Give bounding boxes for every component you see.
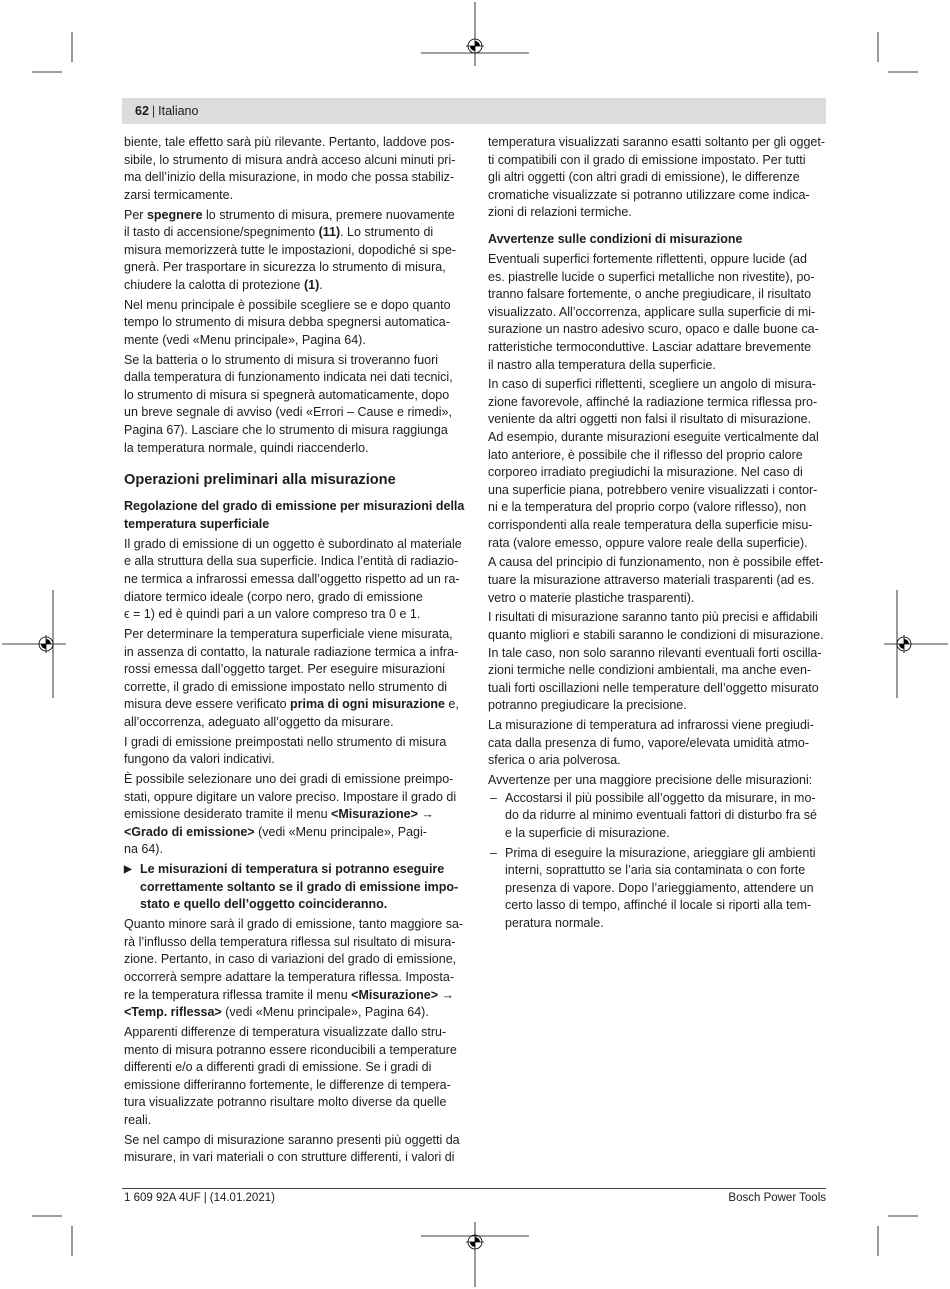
footer-rule [122, 1188, 826, 1189]
paragraph [488, 134, 828, 222]
block-text [124, 470, 464, 490]
text-line: stati, oppure digitare un valore preciso. Impostare il grado di [124, 789, 457, 804]
crop-mark-bottom-right [878, 1216, 918, 1256]
text-line: Regolazione del grado di emissione per misurazioni della [124, 499, 465, 514]
text-run: (vedi «Menu principale», Pagina 64). [221, 1005, 429, 1020]
list-item [488, 845, 828, 933]
block-text [124, 1132, 464, 1167]
text-line: mente (vedi «Menu principale», Pagina 64). [124, 332, 366, 347]
block-text [124, 771, 464, 859]
text-line: in assenza di contatto, la naturale radiazione termica a infra- [124, 644, 459, 659]
block-text [488, 772, 828, 790]
block-text [488, 231, 828, 249]
list-dash: – [490, 845, 497, 860]
bold-text: <Temp. riflessa> [124, 1005, 222, 1020]
text-line: vetro o materie plastiche trasparenti). [488, 590, 695, 605]
text-line: tuali forti oscillazioni nelle temperature dell’oggetto misurato [488, 680, 819, 695]
paragraph [124, 1132, 464, 1167]
warning-arrow-icon: ▶ [124, 864, 132, 876]
text-line: interni, soprattutto se l’aria sia contaminata o con forte [505, 863, 806, 878]
text-line: In tale caso, non solo saranno rilevanti eventuali forti oscilla- [488, 645, 822, 660]
block-text [505, 790, 817, 843]
text-line: fungono da valori indicativi. [124, 752, 275, 767]
registration-fill [41, 644, 46, 649]
block-text [488, 554, 828, 607]
text-line: rata (valore emesso, oppure valore reale della superficie). [488, 535, 808, 550]
text-line: tuare la misurazione attraverso materiali trasparenti (ad es. [488, 573, 815, 587]
text-line: La misurazione di temperatura ad infrarossi viene pregiudi- [488, 718, 814, 733]
text-line: stato e quello dell’oggetto coincideranno. [140, 897, 388, 912]
paragraph [124, 771, 464, 859]
text-run: chiudere la calotta di protezione [124, 277, 304, 292]
bold-text: prima di ogni misurazione [290, 697, 445, 712]
text-run: re la temperatura riflessa tramite il menu [124, 987, 352, 1002]
registration-fill [46, 639, 51, 644]
text-line: un breve segnale di avviso (vedi «Errori – Cause e rimedi», [124, 405, 452, 420]
paragraph [124, 916, 464, 1022]
registration-fill [475, 1237, 480, 1242]
registration-fill [470, 1242, 475, 1247]
text-line: corrispondenti alla reale temperatura della superficie misu- [488, 518, 813, 533]
text-line: zioni di relazioni termiche. [488, 205, 632, 220]
bold-text: <Misurazione> [331, 807, 418, 822]
text-run: Per [124, 207, 147, 222]
text-line: cromatiche visualizzate si potranno utilizzare come indica- [488, 187, 810, 202]
text-line: In caso di superfici riflettenti, scegliere un angolo di misura- [488, 377, 816, 392]
text-line [124, 207, 464, 225]
document-number: 1 609 92A 4UF [124, 1192, 201, 1204]
text-line: Se nel campo di misurazione saranno presenti più oggetti da [124, 1132, 460, 1147]
paragraph [124, 352, 464, 458]
crop-mark-bottom-left [32, 1216, 72, 1256]
footer-document-info [124, 1191, 275, 1206]
text-line: ti compatibili con il grado di emissione impostato. Per tutti [488, 152, 806, 167]
text-line: la temperatura normale, quindi riaccenderlo. [124, 440, 369, 455]
text-line: surazione un nastro adesivo scuro, opaco e dalle buone ca- [488, 322, 819, 337]
right-column [488, 134, 828, 933]
text-line: dalla temperatura di funzionamento indicata nei dati tecnici, [124, 370, 453, 385]
text-line: do da ridurre al minimo eventuali fattori di disturbo fra sé [505, 808, 817, 823]
subsection-heading [124, 498, 464, 533]
text-line [124, 277, 464, 295]
footer-separator: | [203, 1192, 207, 1204]
text-line: misura memorizzerà tutte le impostazioni, dopodiché si spe- [124, 242, 457, 257]
text-line: tura visualizzate potranno risultare molto diverse da quelle [124, 1095, 447, 1110]
registration-fill [904, 639, 909, 644]
text-line: una superficie piana, potrebbero venire visualizzati i contor- [488, 482, 818, 497]
registration-mark-right [884, 590, 948, 698]
text-run: emissione desiderato tramite il menu [124, 807, 332, 822]
text-run: → [417, 807, 434, 822]
text-line [124, 824, 464, 842]
text-line: correttamente soltanto se il grado di emissione impo- [140, 879, 459, 894]
text-line: I gradi di emissione preimpostati nello strumento di misura [124, 734, 447, 749]
text-line [124, 224, 464, 242]
text-line: occorrerà sempre adattare la temperatura riflessa. Imposta- [124, 970, 454, 984]
text-line: lato anteriore, è possibile che il riflesso del proprio calore [488, 447, 803, 462]
text-line: differenti e/o a differenti gradi di emissione. Se i gradi di [124, 1060, 432, 1075]
text-line: rossi emessa dall’oggetto target. Per eseguire misurazioni [124, 662, 445, 677]
text-line [124, 806, 464, 824]
text-line: Avvertenze per una maggiore precisione delle misurazioni: [488, 773, 813, 788]
text-line: potranno pregiudicare la precisione. [488, 698, 687, 713]
block-text [124, 1024, 464, 1130]
text-line: lo strumento di misura si spegnerà automaticamente, dopo [124, 387, 450, 402]
paragraph [124, 626, 464, 732]
block-text [488, 376, 828, 552]
text-run: il tasto di accensione/spegnimento [124, 225, 319, 240]
text-line: gnerà. Per trasportare in sicurezza lo strumento di misura, [124, 260, 446, 275]
document-date: (14.01.2021) [209, 1192, 275, 1204]
paragraph [488, 376, 828, 552]
text-line: Nel menu principale è possibile scegliere se e dopo quanto [124, 297, 451, 312]
text-line: sferica o aria polverosa. [488, 753, 621, 768]
block-text [124, 734, 464, 769]
warning-note [124, 861, 464, 914]
text-line: Se la batteria o lo strumento di misura si troveranno fuori [124, 352, 439, 367]
block-text [124, 134, 464, 204]
paragraph [488, 554, 828, 607]
paragraph [124, 1024, 464, 1130]
text-line: Quanto minore sarà il grado di emissione, tanto maggiore sa- [124, 917, 464, 932]
text-line: biente, tale effetto sarà più rilevante. Pertanto, laddove pos- [124, 135, 455, 149]
text-line [124, 1004, 464, 1022]
text-line: sibile, lo strumento di misura andrà acceso alcuni minuti pri- [124, 152, 456, 167]
text-line: Operazioni preliminari alla misurazione [124, 472, 396, 489]
text-line: all’occorrenza, adeguato all’oggetto da misurare. [124, 714, 394, 729]
block-text [488, 717, 828, 770]
text-line: I risultati di misurazione saranno tanto più precisi e affidabili [488, 610, 818, 625]
bold-text: (11) [318, 225, 341, 240]
text-line: ni e la temperatura del proprio corpo (valore riflesso), non [488, 500, 807, 515]
text-line: zioni termiche nelle condizioni ambientali, ma anche even- [488, 663, 812, 678]
text-line: diatore termico ideale (corpo nero, grado di emissione [124, 589, 423, 604]
registration-mark-left [2, 590, 66, 698]
block-text [124, 916, 464, 1022]
text-line: Avvertenze sulle condizioni di misurazione [488, 232, 743, 247]
paragraph [488, 609, 828, 715]
text-run: misura deve essere verificato [124, 697, 291, 712]
text-line: reali. [124, 1112, 152, 1127]
text-line: presenza di vapore. Dopo l’arieggiamento, attendere un [505, 880, 814, 895]
text-line: e la superficie di misurazione. [505, 825, 670, 840]
text-line [124, 987, 464, 1005]
text-line: corporeo irradiato pregiudichi la misurazione. Nel caso di [488, 465, 803, 480]
text-line: temperatura superficiale [124, 517, 270, 532]
text-line: rà l’influsso della temperatura riflessa sul risultato di misura- [124, 934, 456, 949]
text-run: → [438, 987, 454, 1002]
text-line: veniente da altri oggetti non falsi il risultato di misurazione. [488, 412, 812, 427]
text-line: tempo lo strumento di misura debba spegnersi automatica- [124, 315, 450, 330]
bold-text: <Misurazione> [351, 987, 439, 1002]
text-line: Pagina 67). Lasciare che lo strumento di misura raggiunga [124, 423, 448, 438]
bold-text: <Grado di emissione> [124, 824, 255, 839]
block-text [124, 297, 464, 350]
text-line: Ad esempio, durante misurazioni eseguite verticalmente dal [488, 430, 819, 445]
subsection-heading [488, 231, 828, 249]
text-line: ratteristiche termoconduttive. Lasciar adattare brevemente [488, 339, 812, 354]
block-text [124, 352, 464, 458]
text-run: e, [444, 697, 459, 712]
text-run: (vedi «Menu principale», Pagi- [254, 824, 427, 839]
bold-text: (1) [303, 277, 320, 292]
text-line: e alla struttura della sua superficie. Indica l’entità di radiazio- [124, 554, 459, 569]
text-line: zione. Pertanto, in caso di variazioni del grado di emissione, [124, 952, 457, 967]
block-text [488, 134, 828, 222]
page-number: 62 [135, 104, 149, 118]
block-text [140, 861, 458, 914]
crop-mark-top-right [878, 32, 918, 72]
text-line: misurare, in vari materiali o con strutture differenti, i valori di [124, 1150, 455, 1165]
text-line: A causa del principio di funzionamento, non è possibile effet- [488, 555, 824, 570]
registration-mark-bottom [421, 1222, 529, 1287]
text-run: . Lo strumento di [340, 225, 434, 240]
brand-name: Bosch Power Tools [728, 1192, 826, 1204]
text-line: temperatura visualizzati saranno esatti soltanto per gli ogget- [488, 135, 825, 149]
text-line: es. piastrelle lucide o superfici metalliche non rivestite), po- [488, 269, 815, 284]
registration-mark-top [421, 2, 529, 66]
registration-fill [899, 644, 904, 649]
list-dash: – [490, 790, 497, 805]
text-line: zarsi termicamente. [124, 187, 234, 202]
text-line: certo lasso di tempo, affinché il locale si riporti alla tem- [505, 898, 812, 913]
paragraph [124, 207, 464, 295]
text-line: corrette, il grado di emissione impostato nello strumento di [124, 679, 448, 694]
page-footer [124, 1191, 826, 1206]
registration-fill [470, 46, 475, 51]
text-line: Le misurazioni di temperatura si potranno eseguire [140, 862, 445, 877]
text-line: ma dell’inizio della misurazione, in modo che possa stabiliz- [124, 170, 455, 185]
text-line: ϵ = 1) ed è quindi pari a un valore compreso tra 0 e 1. [124, 607, 421, 622]
text-line: cata dalla presenza di fumo, vapore/elevata umidità atmo- [488, 735, 810, 750]
block-text [505, 845, 816, 933]
left-column [124, 134, 464, 1167]
text-line: ne termica a infrarossi emessa dall’oggetto rispetto ad un ra- [124, 572, 460, 586]
text-line: visualizzato. All’occorrenza, applicare sulla superficie di mi- [488, 304, 816, 319]
block-text [488, 251, 828, 374]
text-line: Per determinare la temperatura superficiale viene misurata, [124, 626, 453, 641]
paragraph [488, 717, 828, 770]
paragraph [124, 734, 464, 769]
bold-text: spegnere [146, 207, 203, 222]
block-text [124, 207, 464, 295]
text-line: Il grado di emissione di un oggetto è subordinato al materiale [124, 536, 462, 551]
header-separator: | [151, 104, 156, 118]
text-line: quanto migliori e stabili saranno le condizioni di misurazione. [488, 627, 824, 642]
text-line: Eventuali superfici fortemente riflettenti, oppure lucide (ad [488, 251, 807, 266]
block-text [124, 536, 464, 624]
text-line: Prima di eseguire la misurazione, arieggiare gli ambienti [505, 845, 816, 860]
text-line: il nastro alla temperatura della superficie. [488, 357, 716, 372]
paragraph [488, 251, 828, 374]
section-heading [124, 470, 464, 490]
paragraph [124, 134, 464, 204]
paragraph [124, 297, 464, 350]
block-text [124, 626, 464, 732]
text-line: Accostarsi il più possibile all’oggetto da misurare, in mo- [505, 790, 816, 805]
text-run: . [319, 277, 323, 292]
text-line: emissione differiranno fortemente, le differenze di tempera- [124, 1077, 451, 1092]
language-label: Italiano [158, 104, 199, 118]
text-line: tranno falsare fortemente, o anche pregiudicare, il risultato [488, 287, 812, 302]
text-line: peratura normale. [505, 916, 604, 931]
text-line: È possibile selezionare uno dei gradi di emissione preimpo- [124, 772, 454, 787]
text-line: zione favorevole, affinché la radiazione termica riflessa pro- [488, 394, 818, 409]
paragraph [124, 536, 464, 624]
text-line: Apparenti differenze di temperatura visualizzate dallo stru- [124, 1024, 447, 1039]
block-text [488, 609, 828, 715]
text-line: mento di misura potranno essere riconducibili a temperature [124, 1042, 457, 1057]
text-line: gli altri oggetti (con altri gradi di emissione), le differenze [488, 170, 800, 185]
text-line: na 64). [124, 842, 163, 857]
page-header [122, 98, 826, 124]
text-run: lo strumento di misura, premere nuovamente [202, 207, 455, 222]
list-item [488, 790, 828, 843]
text-line [124, 696, 464, 714]
paragraph [488, 772, 828, 790]
block-text [124, 498, 464, 533]
crop-mark-top-left [32, 32, 72, 72]
registration-fill [475, 41, 480, 46]
